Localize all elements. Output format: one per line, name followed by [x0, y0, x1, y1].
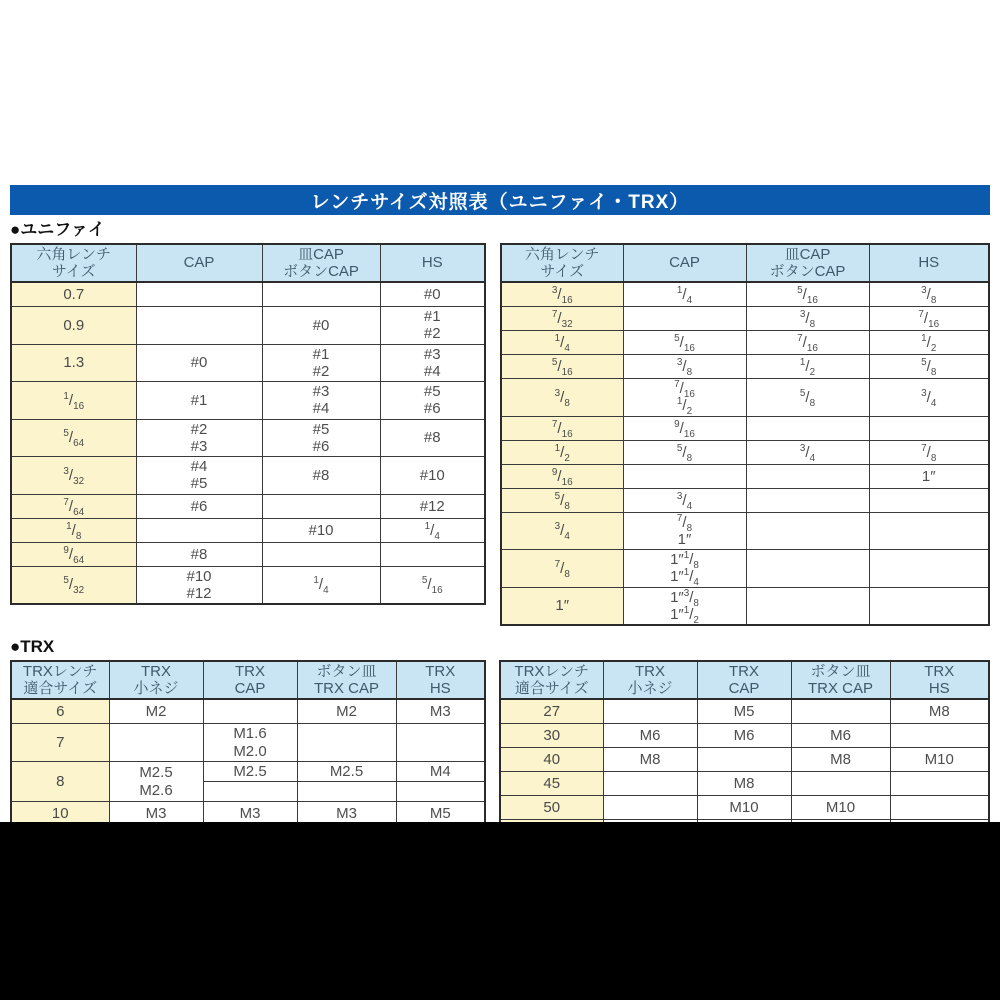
- size-cell: $^3/_4$: [501, 512, 623, 550]
- value-cell: $^5/_{16}$: [623, 331, 746, 355]
- value-cell: $^3/_8$: [746, 307, 869, 331]
- value-cell: [869, 587, 989, 625]
- value-cell: #10: [262, 518, 380, 542]
- value-cell: $^3/_4$: [869, 379, 989, 417]
- value-cell: $^9/_{16}$: [623, 416, 746, 440]
- column-header: TRX 小ネジ: [603, 661, 697, 700]
- size-cell: 8: [11, 761, 109, 802]
- size-cell: 0.9: [11, 307, 136, 345]
- value-cell: $^3/_4$: [746, 440, 869, 464]
- section-label-trx: ●TRX: [10, 637, 55, 657]
- table-row: [11, 307, 485, 345]
- value-cell: #12: [380, 494, 485, 518]
- value-cell: M8: [697, 772, 791, 796]
- size-cell: 7: [11, 724, 109, 762]
- unify-left-table: [10, 243, 486, 606]
- value-cell: M3: [396, 699, 485, 724]
- size-cell: $^9/_{64}$: [11, 542, 136, 566]
- value-cell: M10: [697, 796, 791, 820]
- value-cell: [746, 587, 869, 625]
- value-cell: $^1/_4$: [380, 518, 485, 542]
- table-row: [11, 457, 485, 495]
- size-cell: $^1/_4$: [501, 331, 623, 355]
- value-cell: #10 #12: [136, 566, 262, 604]
- value-cell: [203, 782, 297, 802]
- value-cell: #8: [136, 542, 262, 566]
- column-header: CAP: [136, 244, 262, 283]
- value-cell: [890, 796, 989, 820]
- table-row: [11, 566, 485, 604]
- value-cell: $^1/_4$: [623, 282, 746, 307]
- column-header: TRX CAP: [697, 661, 791, 700]
- value-cell: #10: [380, 457, 485, 495]
- value-cell: M8: [603, 748, 697, 772]
- section-label-unify: ●ユニファイ: [10, 220, 105, 239]
- column-header: TRX 小ネジ: [109, 661, 203, 700]
- value-cell: #5 #6: [262, 419, 380, 457]
- size-cell: 10: [11, 802, 109, 826]
- table-row: [500, 699, 989, 724]
- column-header: 六角レンチ サイズ: [11, 244, 136, 283]
- table-row: [501, 331, 989, 355]
- value-cell: [697, 748, 791, 772]
- table-row: [500, 748, 989, 772]
- value-cell: [262, 494, 380, 518]
- value-cell: M2: [297, 699, 396, 724]
- value-cell: M6: [697, 724, 791, 748]
- value-cell: [746, 464, 869, 488]
- value-cell: $^7/_{16}$: [746, 331, 869, 355]
- column-header: ボタン皿 TRX CAP: [297, 661, 396, 700]
- size-cell: 40: [500, 748, 603, 772]
- value-cell: M3: [109, 802, 203, 826]
- size-cell: $^3/_{32}$: [11, 457, 136, 495]
- table-row: [11, 542, 485, 566]
- value-cell: $^7/_{16}$ $^1/_2$: [623, 379, 746, 417]
- column-header: TRX HS: [890, 661, 989, 700]
- value-cell: #3 #4: [380, 344, 485, 382]
- value-cell: M4: [396, 761, 485, 781]
- size-cell: $^1/_{16}$: [11, 382, 136, 420]
- size-cell: $^5/_{64}$: [11, 419, 136, 457]
- value-cell: [791, 699, 890, 724]
- size-cell: $^5/_8$: [501, 488, 623, 512]
- value-cell: M10: [791, 796, 890, 820]
- column-header: TRXレンチ 適合サイズ: [11, 661, 109, 700]
- value-cell: #1: [136, 382, 262, 420]
- column-header: ボタン皿 TRX CAP: [791, 661, 890, 700]
- table-row: [501, 282, 989, 307]
- size-cell: $^7/_{32}$: [501, 307, 623, 331]
- value-cell: $^3/_4$: [623, 488, 746, 512]
- table-row: [11, 724, 485, 762]
- header-row: [500, 661, 989, 700]
- value-cell: [890, 724, 989, 748]
- value-cell: [623, 307, 746, 331]
- size-cell: $^9/_{16}$: [501, 464, 623, 488]
- value-cell: [746, 416, 869, 440]
- value-cell: $^5/_8$: [623, 440, 746, 464]
- value-cell: [380, 542, 485, 566]
- value-cell: [603, 699, 697, 724]
- value-cell: [623, 464, 746, 488]
- value-cell: M8: [890, 699, 989, 724]
- value-cell: $^3/_8$: [869, 282, 989, 307]
- value-cell: #4 #5: [136, 457, 262, 495]
- size-cell: 27: [500, 699, 603, 724]
- value-cell: [262, 282, 380, 307]
- value-cell: #8: [380, 419, 485, 457]
- value-cell: M2.5 M2.6: [109, 761, 203, 802]
- value-cell: [109, 724, 203, 762]
- size-cell: $^5/_{16}$: [501, 355, 623, 379]
- value-cell: [603, 772, 697, 796]
- value-cell: [869, 416, 989, 440]
- value-cell: [136, 282, 262, 307]
- value-cell: #0: [262, 307, 380, 345]
- table-row: [11, 382, 485, 420]
- size-cell: $^5/_{32}$: [11, 566, 136, 604]
- value-cell: $^5/_8$: [746, 379, 869, 417]
- value-cell: #1 #2: [380, 307, 485, 345]
- value-cell: $^1/_2$: [869, 331, 989, 355]
- table-row: [501, 440, 989, 464]
- column-header: HS: [869, 244, 989, 283]
- table-row: [11, 344, 485, 382]
- table-row: [501, 550, 989, 588]
- table-row: [501, 464, 989, 488]
- value-cell: M5: [697, 699, 791, 724]
- value-cell: $^1/_4$: [262, 566, 380, 604]
- value-cell: $^5/_{16}$: [746, 282, 869, 307]
- size-cell: $^3/_{16}$: [501, 282, 623, 307]
- size-cell: 45: [500, 772, 603, 796]
- value-cell: [746, 512, 869, 550]
- table-row: [501, 355, 989, 379]
- table-row: [11, 761, 485, 781]
- column-header: TRXレンチ 適合サイズ: [500, 661, 603, 700]
- value-cell: [297, 782, 396, 802]
- table-row: [11, 419, 485, 457]
- column-header: 皿CAP ボタンCAP: [746, 244, 869, 283]
- value-cell: $^3/_8$: [623, 355, 746, 379]
- table-row: [11, 282, 485, 307]
- table-row: [501, 488, 989, 512]
- size-cell: 1″: [501, 587, 623, 625]
- unify-tables: [10, 243, 990, 627]
- table-row: [11, 699, 485, 724]
- value-cell: $^7/_8$ 1″: [623, 512, 746, 550]
- value-cell: $^5/_{16}$: [380, 566, 485, 604]
- value-cell: [136, 518, 262, 542]
- table-row: [500, 772, 989, 796]
- column-header: CAP: [623, 244, 746, 283]
- page-title: レンチサイズ対照表（ユニファイ・TRX）: [310, 191, 690, 213]
- size-cell: 0.7: [11, 282, 136, 307]
- value-cell: #6: [136, 494, 262, 518]
- value-cell: M3: [203, 802, 297, 826]
- value-cell: $^1/_2$: [746, 355, 869, 379]
- value-cell: M2.5: [203, 761, 297, 781]
- trx-right-table: [499, 660, 990, 846]
- value-cell: [203, 699, 297, 724]
- table-row: [501, 379, 989, 417]
- value-cell: M6: [603, 724, 697, 748]
- value-cell: [869, 512, 989, 550]
- title-bar: [10, 185, 990, 215]
- value-cell: $1''^1/_8$ $1''^1/_4$: [623, 550, 746, 588]
- bottom-black-band: [0, 822, 1000, 1000]
- column-header: TRX CAP: [203, 661, 297, 700]
- value-cell: $^7/_8$: [869, 440, 989, 464]
- table-row: [501, 307, 989, 331]
- value-cell: #0: [380, 282, 485, 307]
- value-cell: [890, 772, 989, 796]
- size-cell: 6: [11, 699, 109, 724]
- value-cell: [262, 542, 380, 566]
- value-cell: M3: [297, 802, 396, 826]
- size-cell: $^7/_{16}$: [501, 416, 623, 440]
- value-cell: #5 #6: [380, 382, 485, 420]
- value-cell: [746, 550, 869, 588]
- table-row: [11, 518, 485, 542]
- value-cell: M1.6 M2.0: [203, 724, 297, 762]
- size-cell: $^7/_8$: [501, 550, 623, 588]
- value-cell: $1''^3/_8$ $1''^1/_2$: [623, 587, 746, 625]
- table-row: [500, 796, 989, 820]
- column-header: HS: [380, 244, 485, 283]
- size-cell: 50: [500, 796, 603, 820]
- size-cell: $^1/_8$: [11, 518, 136, 542]
- table-row: [11, 494, 485, 518]
- value-cell: $^7/_{16}$: [869, 307, 989, 331]
- value-cell: [869, 550, 989, 588]
- value-cell: [869, 488, 989, 512]
- value-cell: [297, 724, 396, 762]
- header-row: [11, 661, 485, 700]
- value-cell: [396, 782, 485, 802]
- value-cell: #1 #2: [262, 344, 380, 382]
- value-cell: M6: [791, 724, 890, 748]
- column-header: 六角レンチ サイズ: [501, 244, 623, 283]
- value-cell: [603, 796, 697, 820]
- column-header: TRX HS: [396, 661, 485, 700]
- table-row: [501, 416, 989, 440]
- value-cell: [136, 307, 262, 345]
- size-cell: $^1/_2$: [501, 440, 623, 464]
- size-cell: 1.3: [11, 344, 136, 382]
- value-cell: #0: [136, 344, 262, 382]
- unify-right-table: [500, 243, 990, 627]
- value-cell: 1″: [869, 464, 989, 488]
- value-cell: #3 #4: [262, 382, 380, 420]
- value-cell: M2.5: [297, 761, 396, 781]
- value-cell: $^5/_8$: [869, 355, 989, 379]
- value-cell: [746, 488, 869, 512]
- value-cell: M10: [890, 748, 989, 772]
- value-cell: M2: [109, 699, 203, 724]
- header-row: [11, 244, 485, 283]
- size-cell: $^7/_{64}$: [11, 494, 136, 518]
- column-header: 皿CAP ボタンCAP: [262, 244, 380, 283]
- value-cell: [396, 724, 485, 762]
- value-cell: M5: [396, 802, 485, 826]
- value-cell: #8: [262, 457, 380, 495]
- table-row: [501, 512, 989, 550]
- size-cell: $^3/_8$: [501, 379, 623, 417]
- table-row: [501, 587, 989, 625]
- value-cell: [791, 772, 890, 796]
- table-row: [500, 724, 989, 748]
- size-cell: 30: [500, 724, 603, 748]
- value-cell: #2 #3: [136, 419, 262, 457]
- header-row: [501, 244, 989, 283]
- value-cell: M8: [791, 748, 890, 772]
